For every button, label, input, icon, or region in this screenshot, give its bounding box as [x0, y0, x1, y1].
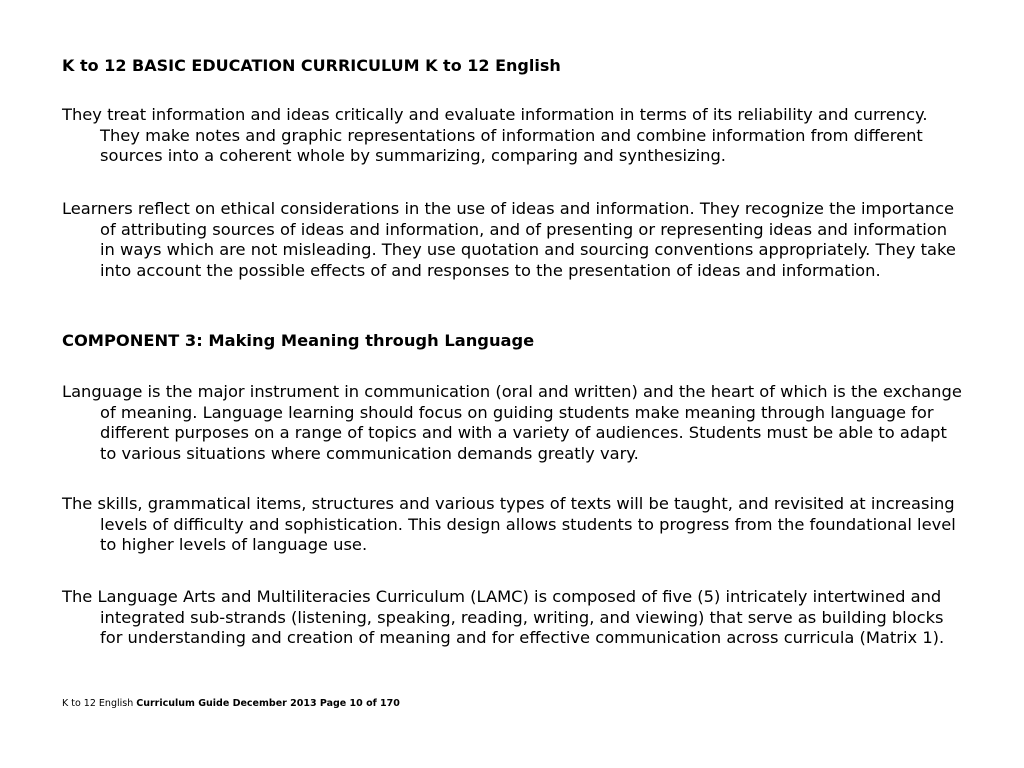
section-heading: COMPONENT 3: Making Meaning through Language — [62, 331, 535, 350]
paragraph-information-critical: They treat information and ideas critically and evaluate information in terms of its reliability and currency. They make notes and graphic representations of information and combine information from different sources into a coherent whole by summarizing, comparing and synthesizing. — [62, 105, 928, 166]
paragraph-ethical-considerations: Learners reflect on ethical considerations in the use of ideas and information. They recognize the importance of attributing sources of ideas and information, and of presenting or representing ideas and information in ways which are not misleading. They use quotation and sourcing conventions appropriately. They take into account the possible effects of and responses to the presentation of ideas and information. — [62, 199, 956, 280]
page-footer — [62, 698, 400, 710]
paragraph-skills-grammar: The skills, grammatical items, structures and various types of texts will be taught, and revisited at increasing levels of difficulty and sophistication. This design allows students to progress from the foundational level to higher levels of language use. — [62, 494, 956, 555]
paragraph-lamc: The Language Arts and Multiliteracies Curriculum (LAMC) is composed of five (5) intricately intertwined and integrated sub-strands (listening, speaking, reading, writing, and viewing) that serve as building blocks for understanding and creation of meaning and for effective communication across curricula (Matrix 1). — [62, 587, 945, 648]
footer-page-info: Curriculum Guide December 2013 Page 10 of 170 — [136, 698, 400, 709]
paragraph-language-instrument: Language is the major instrument in communication (oral and written) and the heart of which is the exchange of meaning. Language learning should focus on guiding students make meaning through language for different purposes on a range of topics and with a variety of audiences. Students must be able to adapt to various situations where communication demands greatly vary. — [62, 382, 962, 463]
page-header: K to 12 BASIC EDUCATION CURRICULUM K to 12 English — [62, 56, 561, 75]
footer-prefix: K to 12 English — [62, 698, 137, 709]
document-page — [62, 0, 967, 768]
